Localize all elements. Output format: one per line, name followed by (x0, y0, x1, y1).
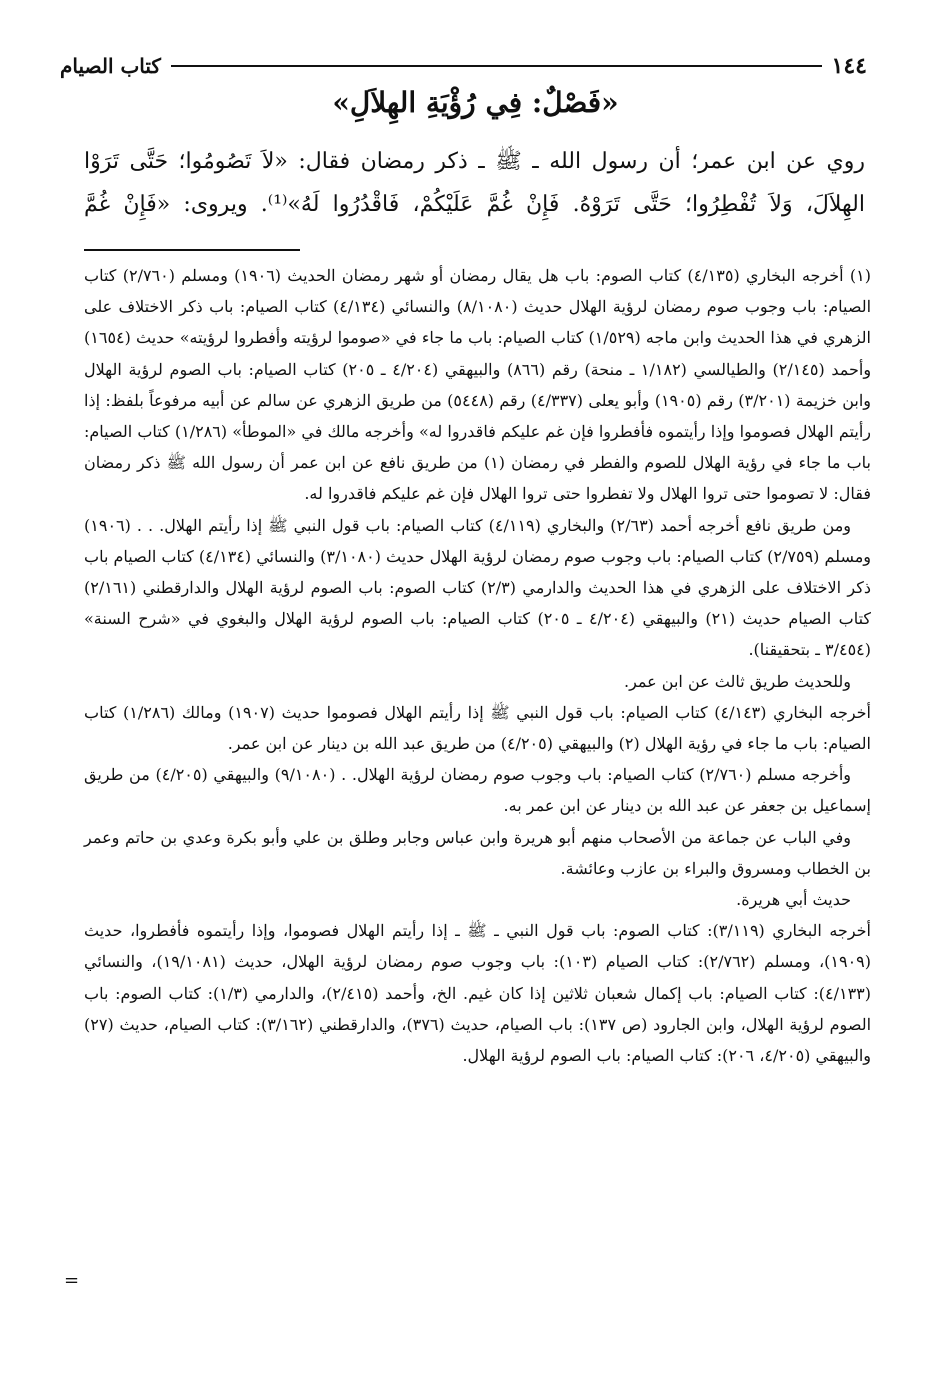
footnote-paragraph: وأخرجه مسلم (٢/٧٦٠) كتاب الصيام: باب وجوب صوم رمضان لرؤية الهلال. . (٩/١٠٨٠) والبيهقي (٤/٢٠٥) من طريق إسماعيل بن جعفر عن عبد الله بن دينار عن ابن عمر به. (84, 765, 871, 816)
footnote-paragraph: وفي الباب عن جماعة من الأصحاب منهم أبو هريرة وابن عباس وجابر وطلق بن علي وأبو بكرة وعدي بن حاتم وعمر بن الخطاب ومسروق والبراء بن عازب وعائشة. (84, 827, 871, 878)
main-text-line: روي عن ابن عمر؛ أن رسول الله ـ ﷺ ـ ذكر رمضان فقال: «لاَ تَصُومُوا؛ حَتَّى تَرَوْا (84, 149, 865, 174)
footnote-paragraph: ومن طريق نافع أخرجه أحمد (٢/٦٣) والبخاري (٤/١١٩) كتاب الصيام: باب قول النبي ﷺ إذا رأيتم الهلال. . . (١٩٠٦) ومسلم (٢/٧٥٩) كتاب الصيام: باب وجوب صوم رمضان لرؤية الهلال حديث (٣/١٠٨٠) والنسائي (٤/١٣٤) كتاب الصيام باب ذكر الاختلاف على الزهري في هذا الحديث والدارمي (٢/٣) كتاب الصوم: باب الصوم لرؤية الهلال والدارقطني (٢/١٦١) كتاب الصيام حديث (٢١) والبيهقي (٤/٢٠٤ ـ ٢٠٥) كتاب الصيام: باب الصوم لرؤية الهلال والبغوي في «شرح السنة» (٣/٤٥٤ ـ بتحقيقنا). (84, 515, 872, 660)
main-text (84, 140, 865, 226)
footnote-paragraph: وللحديث طريق ثالث عن ابن عمر. (623, 671, 851, 691)
book-title: كتاب الصيام (60, 54, 161, 78)
footnote-paragraph: أخرجه البخاري (٣/١١٩): كتاب الصوم: باب قول النبي ـ ﷺ ـ إذا رأيتم الهلال فصوموا، وإذا رأيتموه فأفطروا، حديث (١٩٠٩)، ومسلم (٢/٧٦٢): كتاب الصيام (١٠٣): باب وجوب صوم رمضان لرؤية الهلال، حديث (١٩/١٠٨١)، والنسائي (٤/١٣٣): كتاب الصيام: باب إكمال شعبان ثلاثين إذا كان غيم. الخ، وأحمد (٢/٤١٥)، والدارمي (١/٣): كتاب الصوم: باب الصوم لرؤية الهلال، وابن الجارود (ص ١٣٧): باب الصيام، حديث (٣٧٦)، والدارقطني (٣/١٦٢): كتاب الصيام، حديث (٢٧) والبيهقي (٤/٢٠٥، ٢٠٦): كتاب الصيام: باب الصوم لرؤية الهلال. (84, 921, 872, 1066)
main-text-line: الهِلاَلَ، وَلاَ تُفْطِرُوا؛ حَتَّى تَرَوْهُ. فَإِنْ غُمَّ عَلَيْكُمْ، فَاقْدُرُوا لَهُ»⁽¹⁾. ويروى: «فَإِنْ غُمَّ (84, 192, 865, 217)
footnote-paragraph: حديث أبي هريرة. (736, 890, 851, 910)
header-rule (171, 65, 822, 67)
footnote-paragraph: أخرجه البخاري (٤/١٤٣) كتاب الصيام: باب قول النبي ﷺ إذا رأيتم الهلال فصوموا حديث (١٩٠٧) ومالك (١/٢٨٦) كتاب الصيام: باب ما جاء في رؤية الهلال (٢) والبيهقي (٤/٢٠٥) من طريق عبد الله بن دينار عن ابن عمر. (84, 702, 871, 754)
section-title: «فَصْلٌ: فِي رُؤْيَةِ الهِلاَلِ» (332, 86, 619, 119)
page-header (60, 50, 867, 82)
footnotes (84, 260, 871, 1071)
page-number: ١٤٤ (831, 53, 867, 79)
continuation-mark: = (64, 1270, 80, 1291)
footnote-separator (84, 249, 300, 251)
footnote-paragraph: (١) أخرجه البخاري (٤/١٣٥) كتاب الصوم: باب هل يقال رمضان أو شهر رمضان الحديث (١٩٠٦) ومسلم (٢/٧٦٠) كتاب الصيام: باب وجوب صوم رمضان لرؤية الهلال حديث (٨/١٠٨٠) والنسائي (٤/١٣٤) كتاب الصيام: باب ذكر الاختلاف على الزهري في هذا الحديث وابن ماجه (١/٥٢٩) كتاب الصيام: باب ما جاء في «صوموا لرؤيته وأفطروا لرؤيته» حديث (١٦٥٤) وأحمد (٢/١٤٥) والطيالسي (١/١٨٢ ـ منحة) رقم (٨٦٦) والبيهقي (٤/٢٠٤ ـ ٢٠٥) كتاب الصيام: باب الصوم لرؤية الهلال وابن خزيمة (٣/٢٠١) رقم (١٩٠٥) وأبو يعلى (٤/٣٣٧) رقم (٥٤٤٨) من طريق الزهري عن سالم عن أبيه مرفوعاً بلفظ: إذا رأيتم الهلال فصوموا وإذا رأيتموه فأفطروا فإن غم عليكم فاقدروا له» وأخرجه مالك في «الموطأ» (١/٢٨٦) كتاب الصيام: باب ما جاء في رؤية الهلال للصوم والفطر في رمضان (١) من طريق نافع عن ابن عمر أن رسول الله ﷺ ذكر رمضان فقال: لا تصوموا حتى تروا الهلال ولا تفطروا حتى تروا الهلال فإن غم عليكم فاقدروا له. (84, 266, 872, 504)
